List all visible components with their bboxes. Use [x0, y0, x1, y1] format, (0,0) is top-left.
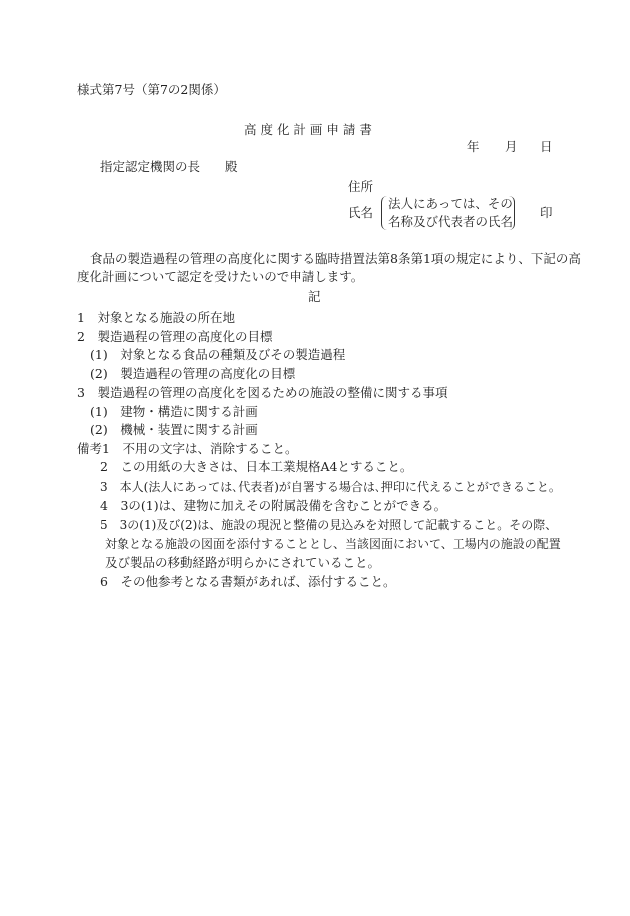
- form-number: 様式第7号（第7の2関係）: [77, 82, 226, 97]
- item-3: 3 製造過程の管理の高度化を図るための施設の整備に関する事項: [77, 385, 448, 400]
- item-1: 1 対象となる施設の所在地: [77, 310, 235, 325]
- name-label: 氏名: [348, 205, 374, 220]
- note-3: 3 本人(法人にあっては､代表者)が自署する場合は､押印に代えることができること。: [100, 480, 561, 494]
- note-6: 6 その他参考となる書類があれば、添付すること。: [100, 574, 396, 589]
- name-note-line-2: 名称及び代表者の氏名: [388, 214, 514, 229]
- note-5-line-3: 及び製品の移動経路が明らかにされていること。: [105, 555, 381, 570]
- note-2: 2 この用紙の大きさは、日本工業規格A4とすること。: [100, 459, 413, 474]
- document-title: 高 度 化 計 画 申 請 書: [244, 122, 372, 137]
- seal-mark: 印: [540, 205, 553, 220]
- item-2-1: (1) 対象となる食品の種類及びその製造過程: [90, 347, 346, 362]
- addressee: 指定認定機関の長 殿: [100, 159, 238, 174]
- date-day: 日: [540, 139, 553, 154]
- date-year: 年: [467, 139, 480, 154]
- date-month: 月: [505, 139, 518, 154]
- address-label: 住所: [348, 179, 374, 194]
- item-2-2: (2) 製造過程の管理の高度化の目標: [90, 366, 296, 381]
- name-note-line-1: 法人にあっては、その: [388, 196, 513, 211]
- item-2: 2 製造過程の管理の高度化の目標: [77, 329, 273, 344]
- note-1: 備考1 不用の文字は、消除すること。: [77, 441, 298, 456]
- note-5-line-1: 5 3の(1)及び(2)は、施設の現況と整備の見込みを対照して記載すること。その際、: [100, 518, 558, 532]
- note-4: 4 3の(1)は、建物に加えその附属設備を含むことができる。: [100, 498, 447, 513]
- body-line-2: 度化計画について認定を受けたいので申請します。: [77, 269, 364, 284]
- body-line-1: 食品の製造過程の管理の高度化に関する臨時措置法第8条第1項の規定により、下記の高: [90, 251, 581, 266]
- note-5-line-2: 対象となる施設の図面を添付することとし、当該図面において、工場内の施設の配置: [105, 537, 561, 551]
- ki-heading: 記: [308, 289, 321, 304]
- item-3-1: (1) 建物・構造に関する計画: [90, 404, 258, 419]
- item-3-2: (2) 機械・装置に関する計画: [90, 422, 258, 437]
